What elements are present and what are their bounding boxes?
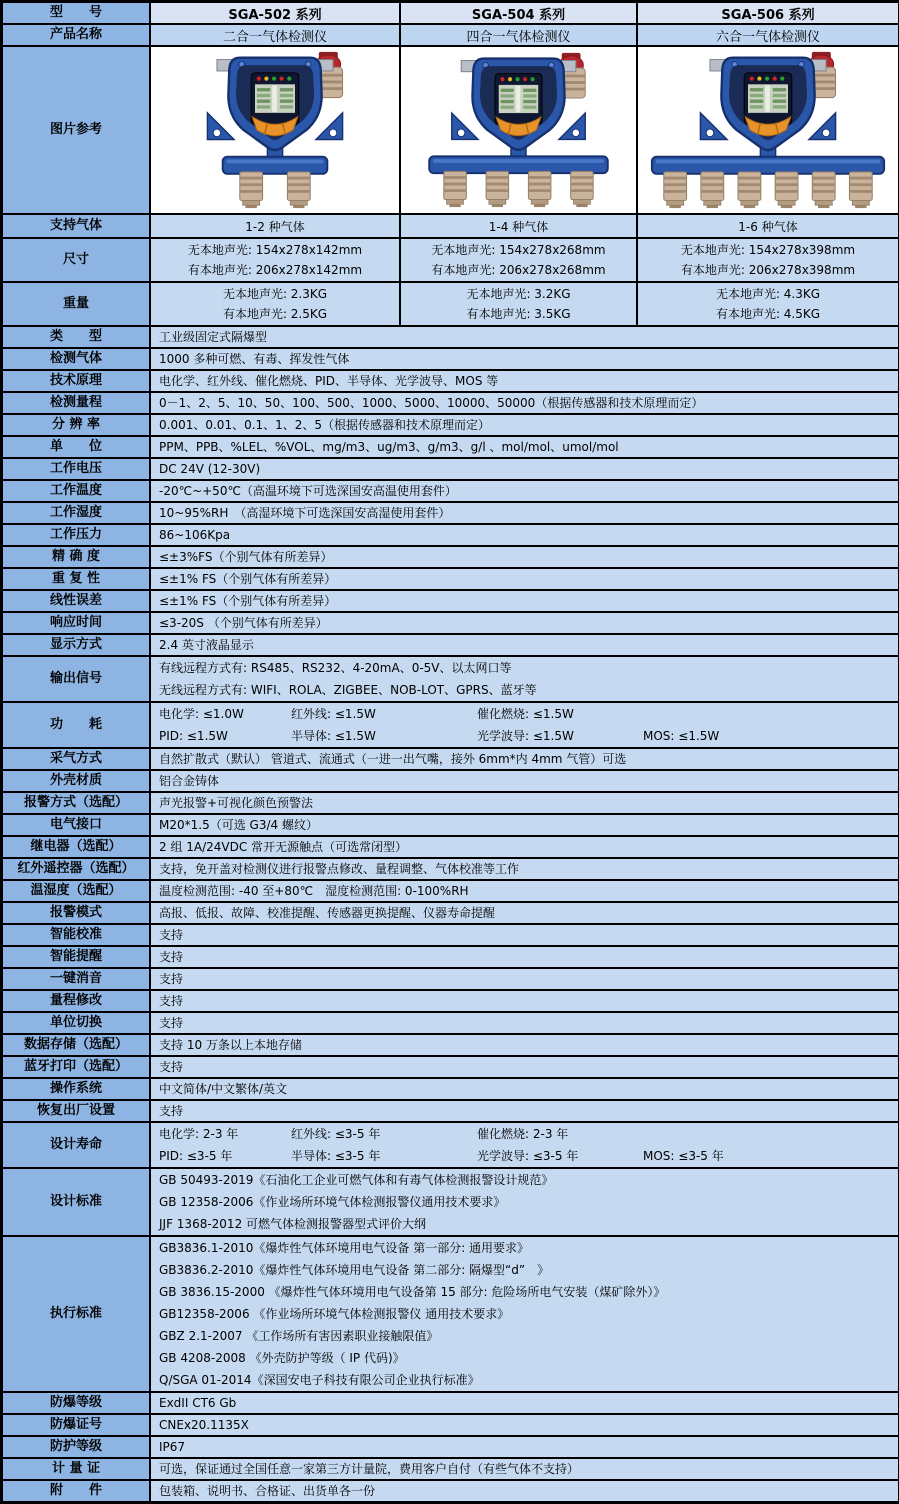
spec-row	[2, 502, 899, 524]
spec-label: 继电器（选配）	[2, 836, 150, 858]
spec-row	[2, 326, 899, 348]
size-line: 有本地声光: 206x278x398mm	[680, 263, 856, 277]
model-row-label: 型 号	[2, 2, 150, 24]
spec-segment: 光学波导: ≤1.5W	[477, 729, 574, 743]
spec-line: 2.4 英寸液晶显示	[159, 638, 254, 652]
product-name-506: 六合一气体检测仪	[637, 24, 899, 46]
model-sga502: SGA-502 系列	[150, 2, 400, 24]
spec-line	[159, 703, 890, 725]
spec-line: 1000 多种可燃、有毒、挥发性气体	[159, 352, 350, 366]
spec-line: 支持 10 万条以上本地存储	[159, 1038, 302, 1052]
weight-row	[2, 282, 899, 326]
spec-label: 智能校准	[2, 924, 150, 946]
spec-label: 精 确 度	[2, 546, 150, 568]
spec-segment: 半导体: ≤1.5W	[291, 729, 376, 743]
spec-value	[150, 502, 899, 524]
size-line: 无本地声光: 154x278x398mm	[680, 243, 856, 257]
weight-504	[400, 282, 637, 326]
spec-line: 支持	[159, 994, 184, 1008]
spec-segment: PID: ≤1.5W	[159, 729, 228, 743]
spec-row	[2, 770, 899, 792]
spec-line: M20*1.5（可选 G3/4 螺纹）	[159, 818, 318, 832]
spec-segment: 光学波导: ≤3-5 年	[477, 1149, 579, 1163]
gas-row-label: 支持气体	[2, 214, 150, 238]
spec-value	[150, 480, 899, 502]
model-row	[2, 2, 899, 24]
weight-line: 有本地声光: 4.5KG	[715, 307, 821, 321]
spec-label: 报警方式（选配）	[2, 792, 150, 814]
model-sga506: SGA-506 系列	[637, 2, 899, 24]
spec-line	[159, 1123, 890, 1145]
spec-label: 防爆证号	[2, 1414, 150, 1436]
spec-line: 工业级固定式隔爆型	[159, 330, 268, 344]
spec-value	[150, 858, 899, 880]
spec-row	[2, 1100, 899, 1122]
spec-value	[150, 634, 899, 656]
spec-value	[150, 612, 899, 634]
spec-line: 支持	[159, 1104, 184, 1118]
spec-row	[2, 1078, 899, 1100]
spec-row	[2, 968, 899, 990]
size-line: 无本地声光: 154x278x268mm	[431, 243, 606, 257]
spec-row	[2, 1034, 899, 1056]
image-cell-504	[400, 46, 637, 214]
spec-row	[2, 1436, 899, 1458]
spec-value	[150, 656, 899, 702]
spec-label: 工作压力	[2, 524, 150, 546]
spec-line: GB 3836.15-2000 《爆炸性气体环境用电气设备第 15 部分: 危险场所电气安装（煤矿除外）》	[159, 1285, 666, 1299]
spec-row	[2, 348, 899, 370]
image-cell-506	[637, 46, 899, 214]
size-row-label: 尺寸	[2, 238, 150, 282]
spec-line: 无线远程方式有: WIFI、ROLA、ZIGBEE、NOB-LOT、GPRS、蓝牙等	[159, 683, 537, 697]
sensor-cylinder	[287, 172, 310, 208]
spec-row	[2, 1122, 899, 1168]
spec-label: 防爆等级	[2, 1392, 150, 1414]
sensor-cylinder	[812, 172, 835, 208]
gas-506: 1-6 种气体	[637, 214, 899, 238]
spec-label: 技术原理	[2, 370, 150, 392]
spec-segment: 电化学: ≤1.0W	[159, 707, 244, 721]
spec-row	[2, 946, 899, 968]
weight-line: 无本地声光: 2.3KG	[222, 287, 328, 301]
spec-value	[150, 1034, 899, 1056]
spec-label: 单位切换	[2, 1012, 150, 1034]
spec-segment: 红外线: ≤3-5 年	[291, 1127, 381, 1141]
spec-label: 防护等级	[2, 1436, 150, 1458]
product-name-502: 二合一气体检测仪	[150, 24, 400, 46]
spec-line: ≤±1% FS（个别气体有所差异）	[159, 594, 337, 608]
spec-value	[150, 546, 899, 568]
spec-row	[2, 1236, 899, 1392]
spec-value	[150, 1100, 899, 1122]
spec-value	[150, 414, 899, 436]
spec-row	[2, 814, 899, 836]
spec-label: 温湿度（选配）	[2, 880, 150, 902]
spec-line: 声光报警+可视化颜色预警法	[159, 796, 314, 810]
spec-label: 输出信号	[2, 656, 150, 702]
spec-row	[2, 634, 899, 656]
spec-value	[150, 436, 899, 458]
spec-line: PPM、PPB、%LEL、%VOL、mg/m3、ug/m3、g/m3、g/l 、mol/mol、umol/mol	[159, 440, 619, 454]
spec-label: 采气方式	[2, 748, 150, 770]
spec-segment: MOS: ≤3-5 年	[643, 1149, 724, 1163]
spec-label: 红外遥控器（选配）	[2, 858, 150, 880]
spec-value	[150, 524, 899, 546]
spec-label: 量程修改	[2, 990, 150, 1012]
spec-row	[2, 748, 899, 770]
spec-value	[150, 946, 899, 968]
spec-line: 0.001、0.01、0.1、1、2、5（根据传感器和技术原理而定）	[159, 418, 491, 432]
sensor-cylinder	[664, 172, 687, 208]
spec-row	[2, 1392, 899, 1414]
spec-label: 执行标准	[2, 1236, 150, 1392]
model-sga504: SGA-504 系列	[400, 2, 637, 24]
product-name-504: 四合一气体检测仪	[400, 24, 637, 46]
spec-line: 可选，保证通过全国任意一家第三方计量院，费用客户自付（有些气体不支持）	[159, 1462, 580, 1476]
spec-line: DC 24V (12-30V)	[159, 462, 261, 476]
spec-value	[150, 1480, 899, 1502]
manifold-bar	[223, 157, 328, 174]
spec-line: IP67	[159, 1440, 186, 1454]
spec-value	[150, 1168, 899, 1236]
spec-line: ≤3-20S （个别气体有所差异）	[159, 616, 328, 630]
spec-label: 外壳材质	[2, 770, 150, 792]
spec-label: 数据存储（选配）	[2, 1034, 150, 1056]
spec-label: 分 辨 率	[2, 414, 150, 436]
spec-row	[2, 1012, 899, 1034]
spec-line: GB 50493-2019《石油化工企业可燃气体和有毒气体检测报警设计规范》	[159, 1173, 554, 1187]
spec-value	[150, 1236, 899, 1392]
spec-line: 高报、低报、故障、校准提醒、传感器更换提醒、仪器寿命提醒	[159, 906, 496, 920]
spec-segment: 催化燃烧: 2-3 年	[477, 1127, 569, 1141]
spec-line: 温度检测范围: -40 至+80℃ 湿度检测范围: 0-100%RH	[159, 884, 469, 898]
spec-label: 单 位	[2, 436, 150, 458]
spec-row	[2, 1414, 899, 1436]
spec-label: 设计标准	[2, 1168, 150, 1236]
product-name-row	[2, 24, 899, 46]
spec-value	[150, 924, 899, 946]
spec-line: 2 组 1A/24VDC 常开无源触点（可选常闭型）	[159, 840, 408, 854]
manifold-bar	[429, 156, 608, 173]
spec-line: 支持	[159, 950, 184, 964]
sensor-cylinder	[444, 171, 467, 207]
spec-body	[2, 326, 899, 1502]
spec-value	[150, 1436, 899, 1458]
weight-line: 无本地声光: 3.2KG	[466, 287, 571, 301]
sensor-cylinder	[486, 171, 509, 207]
weight-row-label: 重量	[2, 282, 150, 326]
spec-label: 计 量 证	[2, 1458, 150, 1480]
spec-row	[2, 656, 899, 702]
manifold-bar	[652, 157, 884, 174]
spec-row	[2, 612, 899, 634]
spec-row	[2, 1480, 899, 1502]
spec-value	[150, 1414, 899, 1436]
spec-line: GBZ 2.1-2007 《工作场所有害因素职业接触限值》	[159, 1329, 439, 1343]
spec-label: 工作温度	[2, 480, 150, 502]
spec-value	[150, 590, 899, 612]
spec-value	[150, 770, 899, 792]
spec-row	[2, 370, 899, 392]
spec-row	[2, 414, 899, 436]
spec-label: 响应时间	[2, 612, 150, 634]
spec-value	[150, 326, 899, 348]
spec-value	[150, 568, 899, 590]
spec-row	[2, 702, 899, 748]
product-image	[401, 48, 636, 212]
spec-line: 支持	[159, 1016, 184, 1030]
spec-row	[2, 902, 899, 924]
spec-row	[2, 524, 899, 546]
spec-value	[150, 392, 899, 414]
spec-line: 支持	[159, 1060, 184, 1074]
spec-line: GB3836.2-2010《爆炸性气体环境用电气设备 第二部分: 隔爆型“d” 》	[159, 1263, 550, 1277]
spec-value	[150, 370, 899, 392]
spec-value	[150, 1078, 899, 1100]
spec-value	[150, 1392, 899, 1414]
spec-table	[1, 1, 899, 1503]
spec-line: 0－1、2、5、10、50、100、500、1000、5000、10000、50000（根据传感器和技术原理而定）	[159, 396, 704, 410]
spec-line: 包装箱、说明书、合格证、出货单各一份	[159, 1484, 376, 1498]
spec-row	[2, 990, 899, 1012]
spec-label: 线性误差	[2, 590, 150, 612]
spec-segment: 催化燃烧: ≤1.5W	[477, 707, 574, 721]
size-504	[400, 238, 637, 282]
weight-line: 有本地声光: 2.5KG	[222, 307, 328, 321]
spec-row	[2, 1458, 899, 1480]
spec-label: 操作系统	[2, 1078, 150, 1100]
spec-row	[2, 392, 899, 414]
spec-line: ≤±3%FS（个别气体有所差异）	[159, 550, 333, 564]
spec-row	[2, 792, 899, 814]
sensor-cylinder	[240, 172, 263, 208]
size-line: 有本地声光: 206x278x268mm	[431, 263, 606, 277]
size-506	[637, 238, 899, 282]
spec-line: GB 12358-2006《作业场所环境气体检测报警仪通用技术要求》	[159, 1195, 506, 1209]
spec-line: 支持	[159, 972, 184, 986]
spec-line: -20℃~+50℃（高温环境下可选深国安高温使用套件）	[159, 484, 457, 498]
spec-line: ExdII CT6 Gb	[159, 1396, 237, 1410]
spec-value	[150, 968, 899, 990]
spec-line: GB12358-2006 《作业场所环境气体检测报警仪 通用技术要求》	[159, 1307, 510, 1321]
gas-detector-illustration	[401, 50, 636, 210]
spec-line: GB 4208-2008 《外壳防护等级（ IP 代码)》	[159, 1351, 405, 1365]
gas-504: 1-4 种气体	[400, 214, 637, 238]
spec-line: 铝合金铸体	[159, 774, 220, 788]
image-row-label: 图片参考	[2, 46, 150, 214]
spec-value	[150, 836, 899, 858]
spec-line: 支持，免开盖对检测仪进行报警点修改、量程调整、气体校准等工作	[159, 862, 520, 876]
spec-value	[150, 1056, 899, 1078]
spec-label: 一键消音	[2, 968, 150, 990]
spec-row	[2, 568, 899, 590]
spec-row	[2, 480, 899, 502]
spec-value	[150, 1122, 899, 1168]
spec-label: 显示方式	[2, 634, 150, 656]
gas-detector-illustration	[649, 50, 887, 210]
spec-label: 重 复 性	[2, 568, 150, 590]
spec-segment: MOS: ≤1.5W	[643, 729, 720, 743]
weight-506	[637, 282, 899, 326]
spec-value	[150, 458, 899, 480]
spec-line: 中文简体/中文繁体/英文	[159, 1082, 288, 1096]
spec-value	[150, 748, 899, 770]
spec-line: 支持	[159, 928, 184, 942]
sensor-cylinder	[849, 172, 872, 208]
spec-line: 10~95%RH （高湿环境下可选深国安高湿使用套件）	[159, 506, 451, 520]
size-line: 有本地声光: 206x278x142mm	[187, 263, 363, 277]
spec-value	[150, 348, 899, 370]
spec-row	[2, 880, 899, 902]
spec-row	[2, 1168, 899, 1236]
spec-row	[2, 858, 899, 880]
spec-label: 报警模式	[2, 902, 150, 924]
spec-row	[2, 546, 899, 568]
gas-502: 1-2 种气体	[150, 214, 400, 238]
gas-detector-illustration	[156, 50, 394, 210]
product-image	[638, 48, 898, 212]
spec-label: 检测量程	[2, 392, 150, 414]
sensor-cylinder	[738, 172, 761, 208]
spec-row	[2, 924, 899, 946]
product-name-label: 产品名称	[2, 24, 150, 46]
sensor-cylinder	[775, 172, 798, 208]
spec-value	[150, 814, 899, 836]
sensor-cylinder	[571, 171, 594, 207]
spec-label: 电气接口	[2, 814, 150, 836]
spec-label: 恢复出厂设置	[2, 1100, 150, 1122]
spec-segment: PID: ≤3-5 年	[159, 1149, 233, 1163]
spec-row	[2, 458, 899, 480]
spec-label: 智能提醒	[2, 946, 150, 968]
image-cell-502	[150, 46, 400, 214]
sensor-cylinder	[701, 172, 724, 208]
spec-value	[150, 792, 899, 814]
spec-value	[150, 1012, 899, 1034]
spec-label: 设计寿命	[2, 1122, 150, 1168]
spec-value	[150, 702, 899, 748]
spec-segment: 半导体: ≤3-5 年	[291, 1149, 381, 1163]
spec-label: 工作电压	[2, 458, 150, 480]
spec-row	[2, 436, 899, 458]
spec-row	[2, 590, 899, 612]
spec-row	[2, 1056, 899, 1078]
spec-line: CNEx20.1135X	[159, 1418, 249, 1432]
weight-line: 无本地声光: 4.3KG	[715, 287, 821, 301]
spec-segment: 红外线: ≤1.5W	[291, 707, 376, 721]
spec-line: GB3836.1-2010《爆炸性气体环境用电气设备 第一部分: 通用要求》	[159, 1241, 530, 1255]
spec-label: 蓝牙打印（选配）	[2, 1056, 150, 1078]
spec-line: 电化学、红外线、催化燃烧、PID、半导体、光学波导、MOS 等	[159, 374, 499, 388]
spec-line: 自然扩散式（默认） 管道式、流通式（一进一出气嘴，接外 6mm*内 4mm 气管）可选	[159, 752, 627, 766]
spec-value	[150, 902, 899, 924]
spec-line: Q/SGA 01-2014《深国安电子科技有限公司企业执行标准》	[159, 1373, 480, 1387]
spec-label: 类 型	[2, 326, 150, 348]
size-502	[150, 238, 400, 282]
spec-value	[150, 1458, 899, 1480]
spec-line	[159, 1145, 890, 1167]
spec-label: 附 件	[2, 1480, 150, 1502]
spec-value	[150, 990, 899, 1012]
weight-line: 有本地声光: 3.5KG	[466, 307, 571, 321]
spec-label: 工作湿度	[2, 502, 150, 524]
spec-row	[2, 836, 899, 858]
image-row	[2, 46, 899, 214]
spec-segment: 电化学: 2-3 年	[159, 1127, 239, 1141]
spec-line: 86~106Kpa	[159, 528, 231, 542]
spec-label: 检测气体	[2, 348, 150, 370]
spec-line: ≤±1% FS（个别气体有所差异）	[159, 572, 337, 586]
size-row	[2, 238, 899, 282]
spec-line: 有线远程方式有: RS485、RS232、4-20mA、0-5V、以太网口等	[159, 661, 512, 675]
size-line: 无本地声光: 154x278x142mm	[187, 243, 363, 257]
gas-row	[2, 214, 899, 238]
spec-label: 功 耗	[2, 702, 150, 748]
weight-502	[150, 282, 400, 326]
sensor-cylinder	[528, 171, 551, 207]
spec-line	[159, 725, 890, 747]
product-image	[151, 48, 399, 212]
spec-line: JJF 1368-2012 可燃气体检测报警器型式评价大纲	[159, 1217, 427, 1231]
spec-value	[150, 880, 899, 902]
